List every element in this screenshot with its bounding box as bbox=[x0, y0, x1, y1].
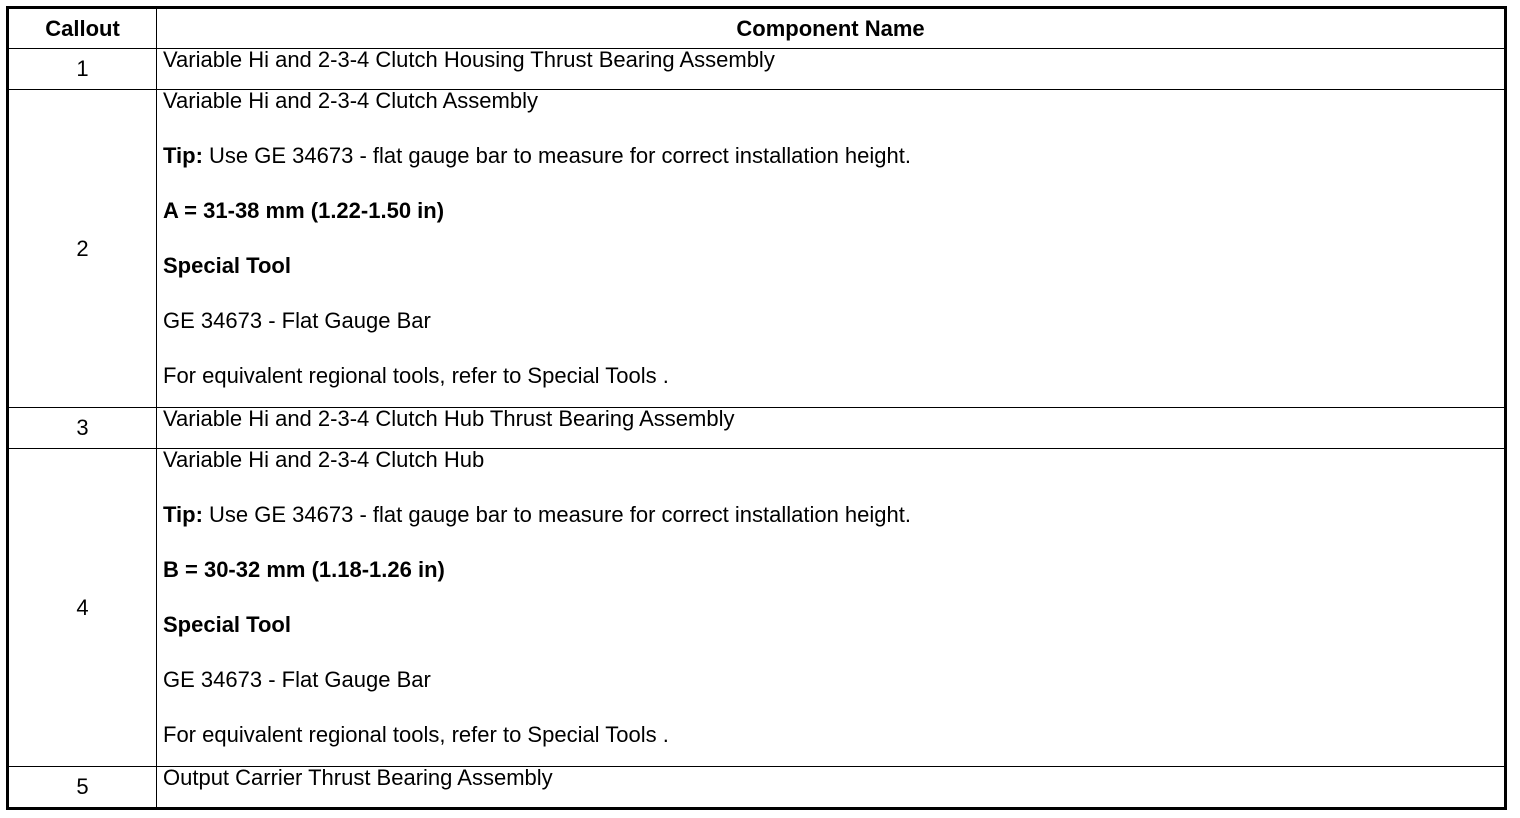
tip-line bbox=[163, 145, 1504, 200]
tip-text: Use GE 34673 - flat gauge bar to measure for correct installation height. bbox=[202, 143, 911, 168]
regional-tools-note: For equivalent regional tools, refer to Special Tools . bbox=[163, 722, 669, 747]
regional-tools-note: For equivalent regional tools, refer to Special Tools . bbox=[163, 363, 669, 388]
table-row bbox=[8, 49, 1506, 90]
tip-label: Tip: bbox=[163, 143, 203, 168]
table-header-row bbox=[8, 8, 1506, 49]
table-row bbox=[8, 408, 1506, 449]
component-name: Variable Hi and 2-3-4 Clutch Hub bbox=[163, 447, 485, 472]
component-name: Variable Hi and 2-3-4 Clutch Hub Thrust Bearing Assembly bbox=[157, 408, 1506, 449]
callout-number: 1 bbox=[8, 49, 157, 90]
tip-text: Use GE 34673 - flat gauge bar to measure for correct installation height. bbox=[202, 502, 911, 527]
special-tool-heading: Special Tool bbox=[163, 612, 291, 637]
component-name-column-header: Component Name bbox=[157, 8, 1506, 49]
special-tool-name: GE 34673 - Flat Gauge Bar bbox=[163, 308, 431, 333]
table-row bbox=[8, 90, 1506, 408]
component-table bbox=[6, 6, 1507, 810]
tip-label: Tip: bbox=[163, 502, 203, 527]
callout-number: 3 bbox=[8, 408, 157, 449]
component-name: Variable Hi and 2-3-4 Clutch Assembly bbox=[163, 88, 538, 113]
component-name: Variable Hi and 2-3-4 Clutch Housing Thrust Bearing Assembly bbox=[157, 49, 1506, 90]
measurement-spec: A = 31-38 mm (1.22-1.50 in) bbox=[163, 198, 445, 223]
measurement-spec: B = 30-32 mm (1.18-1.26 in) bbox=[163, 557, 445, 582]
table-row bbox=[8, 767, 1506, 809]
component-details bbox=[157, 90, 1506, 408]
callout-number: 5 bbox=[8, 767, 157, 809]
component-details bbox=[157, 449, 1506, 767]
table-row bbox=[8, 449, 1506, 767]
callout-number: 2 bbox=[8, 90, 157, 408]
special-tool-name: GE 34673 - Flat Gauge Bar bbox=[163, 667, 431, 692]
callout-number: 4 bbox=[8, 449, 157, 767]
tip-line bbox=[163, 504, 1504, 559]
component-name: Output Carrier Thrust Bearing Assembly bbox=[157, 767, 1506, 809]
special-tool-heading: Special Tool bbox=[163, 253, 291, 278]
callout-column-header: Callout bbox=[8, 8, 157, 49]
